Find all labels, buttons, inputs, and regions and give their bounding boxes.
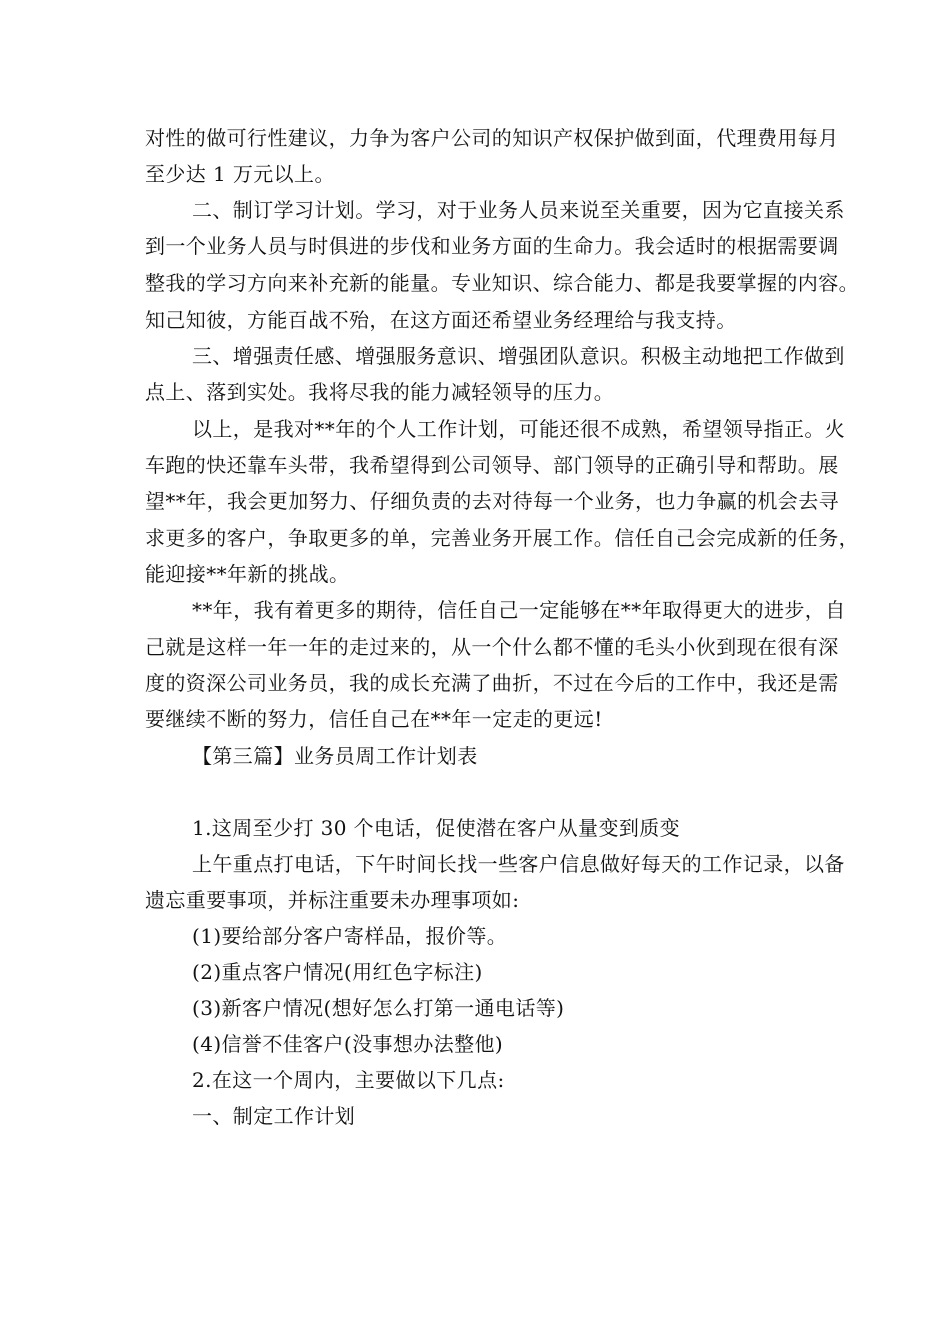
text-line: 一、制定工作计划 xyxy=(192,1104,356,1128)
text-line: 要继续不断的努力，信任自己在**年一定走的更远! xyxy=(145,707,603,731)
text-line: 能迎接**年新的挑战。 xyxy=(145,562,350,586)
text-line: 至少达 1 万元以上。 xyxy=(145,162,335,186)
text-line: 度的资深公司业务员，我的成长充满了曲折，不过在今后的工作中，我还是需 xyxy=(145,671,839,695)
text-line: 己就是这样一年一年的走过来的，从一个什么都不懂的毛头小伙到现在很有深 xyxy=(145,635,839,659)
text-line: 对性的做可行性建议，力争为客户公司的知识产权保护做到面，代理费用每月 xyxy=(145,126,839,150)
list-item: (4)信誉不佳客户(没事想办法整他) xyxy=(192,1032,504,1056)
text-line: 2.在这一个周内，主要做以下几点: xyxy=(192,1068,505,1092)
text-line: 望**年，我会更加努力、仔细负责的去对待每一个业务，也力争赢的机会去寻 xyxy=(145,489,839,513)
list-item: (3)新客户情况(想好怎么打第一通电话等) xyxy=(192,996,565,1020)
text-line: 点上、落到实处。我将尽我的能力减轻领导的压力。 xyxy=(145,380,615,404)
text-line: **年，我有着更多的期待，信任自己一定能够在**年取得更大的进步，自 xyxy=(192,598,846,622)
text-line: 遗忘重要事项，并标注重要未办理事项如: xyxy=(145,888,520,912)
list-item: (1)要给部分客户寄样品，报价等。 xyxy=(192,924,508,948)
text-line: 以上，是我对**年的个人工作计划，可能还很不成熟，希望领导指正。火 xyxy=(192,417,846,441)
text-line: 知己知彼，方能百战不殆，在这方面还希望业务经理给与我支持。 xyxy=(145,308,737,332)
text-line: 整我的学习方向来补充新的能量。专业知识、综合能力、都是我要掌握的内容。 xyxy=(145,271,859,295)
text-line: 求更多的客户，争取更多的单，完善业务开展工作。信任自己会完成新的任务， xyxy=(145,526,859,550)
text-line: 上午重点打电话，下午时间长找一些客户信息做好每天的工作记录，以备 xyxy=(192,852,845,876)
text-line: 到一个业务人员与时俱进的步伐和业务方面的生命力。我会适时的根据需要调 xyxy=(145,234,839,258)
text-line: 二、制订学习计划。学习，对于业务人员来说至关重要，因为它直接关系 xyxy=(192,198,845,222)
text-line: 1.这周至少打 30 个电话，促使潜在客户从量变到质变 xyxy=(192,816,681,840)
section-heading: 【第三篇】业务员周工作计划表 xyxy=(192,744,478,768)
text-line: 车跑的快还靠车头带，我希望得到公司领导、部门领导的正确引导和帮助。展 xyxy=(145,453,839,477)
list-item: (2)重点客户情况(用红色字标注) xyxy=(192,960,483,984)
text-line: 三、增强责任感、增强服务意识、增强团队意识。积极主动地把工作做到 xyxy=(192,344,845,368)
